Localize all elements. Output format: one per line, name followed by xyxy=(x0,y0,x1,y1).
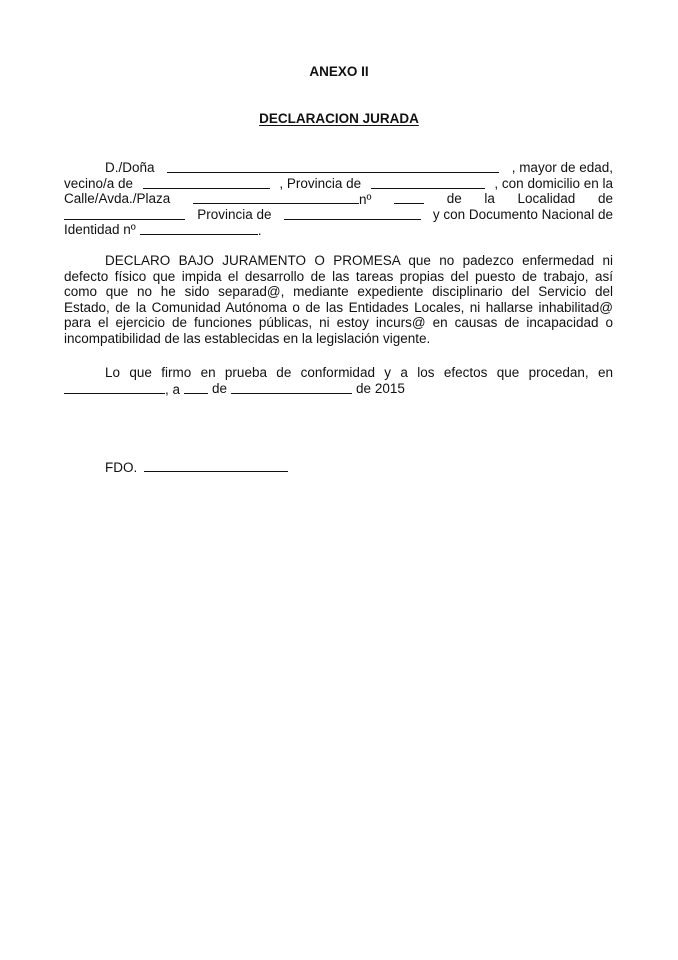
province-label: , Provincia de xyxy=(279,175,362,191)
signature-line xyxy=(105,459,288,475)
declaration-text: incompatibilidad de las establecidas en la legislación vigente. xyxy=(64,330,431,346)
personal-line-1 xyxy=(64,160,613,176)
address-label: , con domicilio en la xyxy=(494,175,613,191)
declaration-text: Estado, de la Comunidad Autónoma o de las Entidades Locales, ni hallarse inhabilitad@ xyxy=(64,299,613,315)
document-title-text: DECLARACION JURADA xyxy=(259,111,419,126)
declaration-text: defecto físico que impida el desarrollo de las tareas propias del puesto de trabajo, así xyxy=(64,268,613,284)
street-field[interactable] xyxy=(193,191,359,204)
de-word: de xyxy=(446,191,462,206)
signature-label: FDO. xyxy=(105,460,138,475)
annex-label: ANEXO II xyxy=(309,64,369,79)
document-title xyxy=(0,111,678,126)
personal-data-paragraph xyxy=(64,160,613,238)
id-field[interactable] xyxy=(140,222,258,235)
street-number-field[interactable] xyxy=(394,191,424,204)
name-field[interactable] xyxy=(167,160,499,173)
resident-label: vecino/a de xyxy=(64,175,134,191)
la-word: la xyxy=(484,191,495,206)
closing-paragraph xyxy=(64,365,613,396)
declaration-line xyxy=(64,300,613,316)
locality-field[interactable] xyxy=(64,207,185,220)
declaration-line xyxy=(64,331,613,347)
locality-de-word: de xyxy=(597,191,613,206)
closing-text: Lo que firmo en prueba de conformidad y a los efectos que procedan, en xyxy=(105,365,613,380)
number-label: nº xyxy=(358,192,372,207)
declaration-text: como que no he sido separad@, mediante expediente disciplinario del Servicio del xyxy=(64,284,613,299)
province-label-2: Provincia de xyxy=(197,206,272,222)
locality-label: Localidad xyxy=(517,191,576,206)
declaration-line xyxy=(64,315,613,331)
declaration-text: DECLARO BAJO JURAMENTO O PROMESA que no padezco enfermedad ni xyxy=(105,253,613,268)
name-label: D./Doña xyxy=(105,160,155,175)
resident-field[interactable] xyxy=(143,176,270,189)
declaration-text: para el ejercicio de funciones públicas, ni estoy incurs@ en causas de incapacidad o xyxy=(64,315,613,330)
date-a-text: , a xyxy=(165,381,181,397)
year-text: de 2015 xyxy=(356,380,405,396)
personal-line-4 xyxy=(64,207,613,223)
declaration-line xyxy=(64,284,613,300)
place-field[interactable] xyxy=(64,381,165,394)
street-label: Calle/Avda./Plaza xyxy=(64,191,171,206)
personal-line-2 xyxy=(64,176,613,192)
day-field[interactable] xyxy=(184,381,208,394)
dni-label: y con Documento Nacional de xyxy=(432,206,613,222)
id-label: Identidad nº xyxy=(64,222,136,237)
declaration-line xyxy=(64,269,613,285)
declaration-line xyxy=(64,253,613,269)
month-field[interactable] xyxy=(231,381,352,394)
province-field-2[interactable] xyxy=(284,207,421,220)
province-field[interactable] xyxy=(371,176,485,189)
closing-line-1 xyxy=(64,365,613,381)
date-de-text: de xyxy=(212,380,228,396)
personal-line-3 xyxy=(64,191,613,207)
personal-line-5 xyxy=(64,222,613,238)
age-text: , mayor de edad, xyxy=(511,160,613,175)
declaration-paragraph xyxy=(64,253,613,346)
signature-field[interactable] xyxy=(144,459,288,472)
closing-line-2 xyxy=(64,381,613,397)
id-period: . xyxy=(257,223,262,238)
